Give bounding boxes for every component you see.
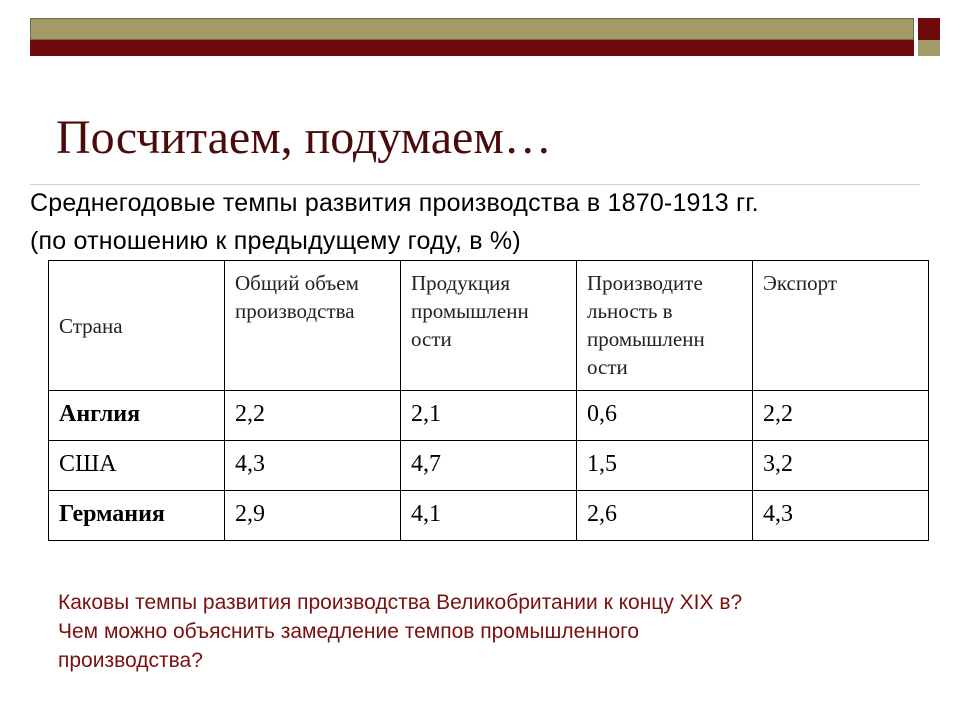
table-cell-country: США [49, 441, 225, 491]
header-band-maroon [30, 40, 914, 56]
table-cell: 2,9 [225, 491, 401, 541]
header-corner-olive [918, 40, 940, 56]
header-country: Страна [49, 261, 225, 391]
table-caption [30, 184, 759, 260]
table-cell: 1,5 [577, 441, 753, 491]
table-header-row [49, 261, 929, 391]
table-cell: 4,3 [225, 441, 401, 491]
table-cell: 4,1 [401, 491, 577, 541]
question-line-3: производства? [58, 649, 203, 672]
table-cell: 4,3 [753, 491, 929, 541]
table-caption-line-1: Среднегодовые темпы развития производства в 1870-1913 гг. [30, 189, 759, 217]
header-export: Экспорт [753, 261, 929, 391]
header-total-output: Общий объем производства [225, 261, 401, 391]
table-cell: 4,7 [401, 441, 577, 491]
table-cell: 3,2 [753, 441, 929, 491]
production-table [48, 260, 929, 541]
table-cell: 2,6 [577, 491, 753, 541]
table-row [49, 441, 929, 491]
discussion-questions [58, 588, 938, 675]
question-line-1: Каковы темпы развития производства Великобритании к концу XIX в? [58, 591, 743, 614]
header-band-olive [30, 18, 914, 40]
header-industrial-output: Продукция промышленн ости [401, 261, 577, 391]
table-cell: 2,2 [753, 391, 929, 441]
table-cell-country: Германия [49, 491, 225, 541]
table-caption-line-2: (по отношению к предыдущему году, в %) [30, 227, 521, 255]
header-industrial-productivity: Производите льность в промышленн ости [577, 261, 753, 391]
question-line-2: Чем можно объяснить замедление темпов промышленного [58, 620, 640, 643]
table-row [49, 391, 929, 441]
table-cell: 0,6 [577, 391, 753, 441]
table-cell: 2,1 [401, 391, 577, 441]
header-corner-maroon [918, 18, 940, 40]
slide-title: Посчитаем, подумаем… [56, 111, 552, 164]
table-cell: 2,2 [225, 391, 401, 441]
table-cell-country: Англия [49, 391, 225, 441]
header-decoration [0, 0, 960, 60]
table-row [49, 491, 929, 541]
